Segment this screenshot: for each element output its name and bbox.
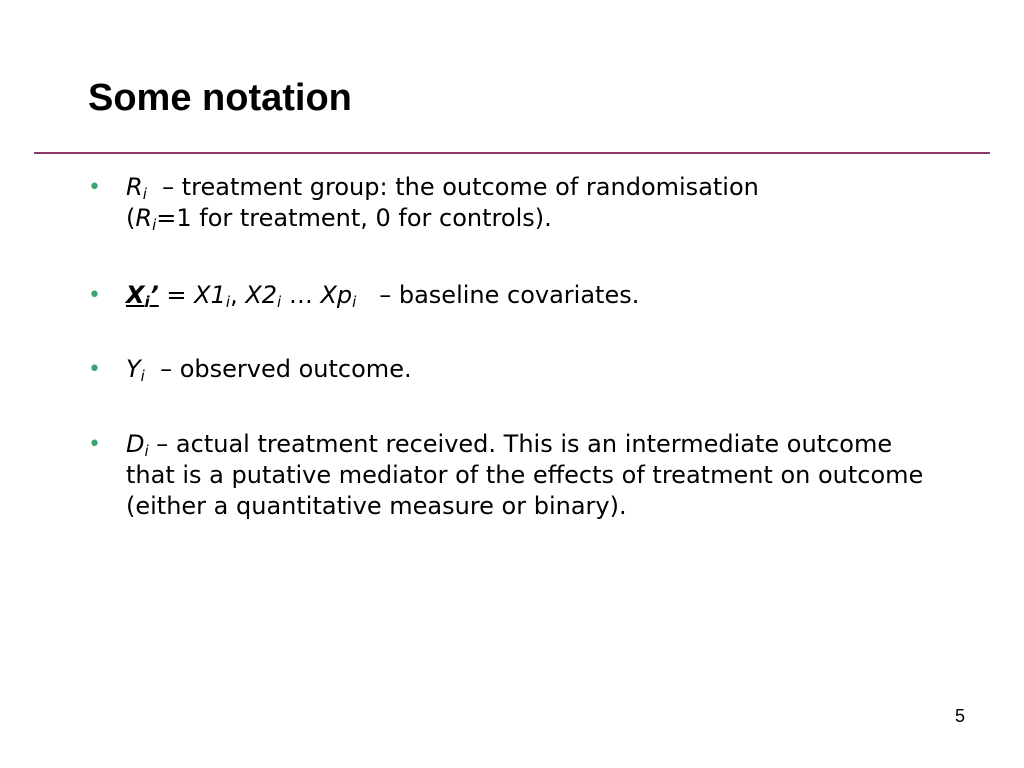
bullet-text: $R_i$ – treatment group: the outcome of randomisation ($R_i=1$ for treatment, 0 for controls). (126, 173, 759, 234)
symbol-d: $D_i$ (126, 430, 149, 460)
bullet-dot-icon: • (88, 357, 101, 382)
bullet-text: $X_i$’ = $X1_i$, $X2_i$ … $Xp_i$ – baseline covariates. (126, 281, 640, 311)
symbol-y: $Y_i$ (126, 355, 145, 385)
title-divider (34, 152, 990, 154)
bullet-item-randomisation (88, 172, 948, 280)
bullet-item-outcome (88, 354, 948, 429)
bullet-list (88, 172, 948, 522)
page-number: 5 (954, 706, 965, 726)
bullet-dot-icon: • (88, 432, 101, 457)
bullet-item-treatment-received (88, 429, 948, 522)
slide-title: Some notation (88, 77, 352, 119)
bullet-dot-icon: • (88, 175, 101, 200)
bullet-text: $Y_i$ – observed outcome. (126, 355, 412, 385)
bullet-text: $D_i$ – actual treatment received. This is an intermediate outcome that is a putative mediator of the effects of treatment on outcome (either a quantitative measure or binary). (126, 430, 924, 520)
bullet-item-covariates (88, 280, 948, 354)
symbol-r: $R_i$ (126, 173, 147, 203)
bullet-dot-icon: • (88, 283, 101, 308)
symbol-x-vector: $X_i$’ (126, 281, 159, 311)
symbol-r-inline: $R_i$ (135, 204, 157, 234)
